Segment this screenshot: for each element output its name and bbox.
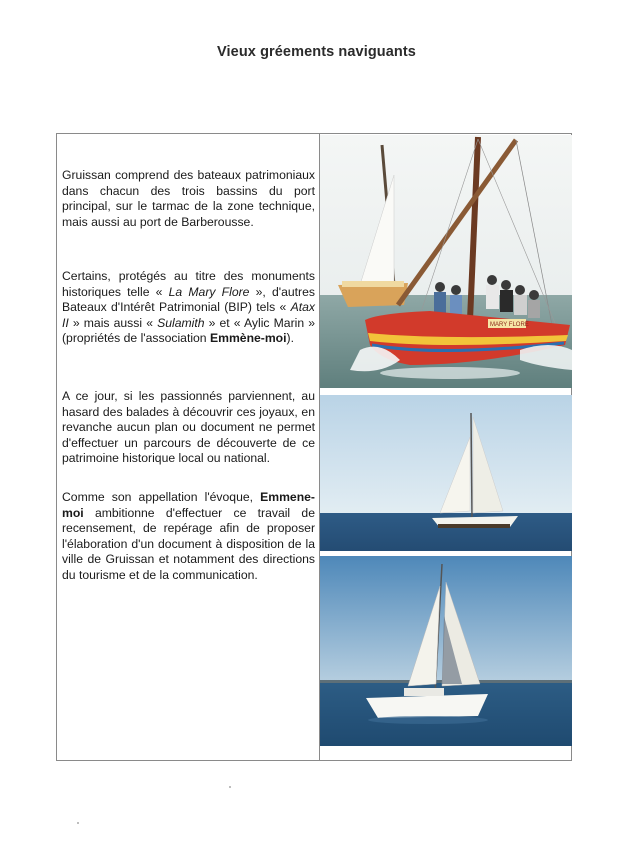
boat-name-atax: Atax II (62, 300, 315, 330)
scan-speck (77, 822, 79, 824)
p2-text-2: », d'autres Bateaux d'Intérêt Patrimonial (BIP) tels « (62, 284, 315, 315)
p2-text-1: Certains, protégés au titre des monuments historiques telle « (62, 269, 315, 299)
paragraph-a-ce-jour (62, 389, 315, 467)
p2-text-4: » et « Aylic Marin » (propriétés de l'association (62, 315, 315, 346)
photo-sailboat-sea (320, 395, 572, 551)
paragraph-gruissan (62, 168, 315, 230)
page-title: Vieux gréements naviguants (217, 44, 416, 60)
scan-speck (229, 786, 231, 788)
photo-sloop-blue (320, 556, 572, 746)
paragraph-gruissan-text: Gruissan comprend des bateaux patrimoniaux dans chacun des trois bassins du port principal, sur le tarmac de la zone technique, mais aussi au port de Barberousse. (62, 168, 315, 229)
association-name: Emmène-moi (209, 331, 287, 346)
p4-text-1: Comme son appellation l'évoque, (62, 490, 261, 504)
association-name-2: Emmene-moi (62, 490, 315, 520)
p4-text-2: ambitionne d'effectuer ce travail de recensement, de repérage afin de proposer l'élaboration d'un document à disposition de la ville de Gruissan et notamment des directions du tourisme et de la communication. (62, 505, 315, 582)
hull-name-text: MARY FLORE (490, 322, 529, 328)
paragraph-a-ce-jour-text: A ce jour, si les passionnés parviennent, au hasard des balades à découvrir ces joyaux, en revanche aucun plan ou document ne permet d'effectuer un parcours de découverte de ce patrimoine historique local ou national. (62, 389, 315, 466)
paragraph-certains (62, 269, 315, 347)
boat-name-sulamith: Sulamith (157, 315, 205, 330)
p2-text-3: » mais aussi « (68, 315, 158, 330)
photo-mary-flore (320, 135, 572, 388)
boat-name-mary-flore: La Mary Flore (168, 284, 250, 299)
p2-text-5: ). (286, 331, 294, 346)
paragraph-appellation (62, 490, 315, 584)
